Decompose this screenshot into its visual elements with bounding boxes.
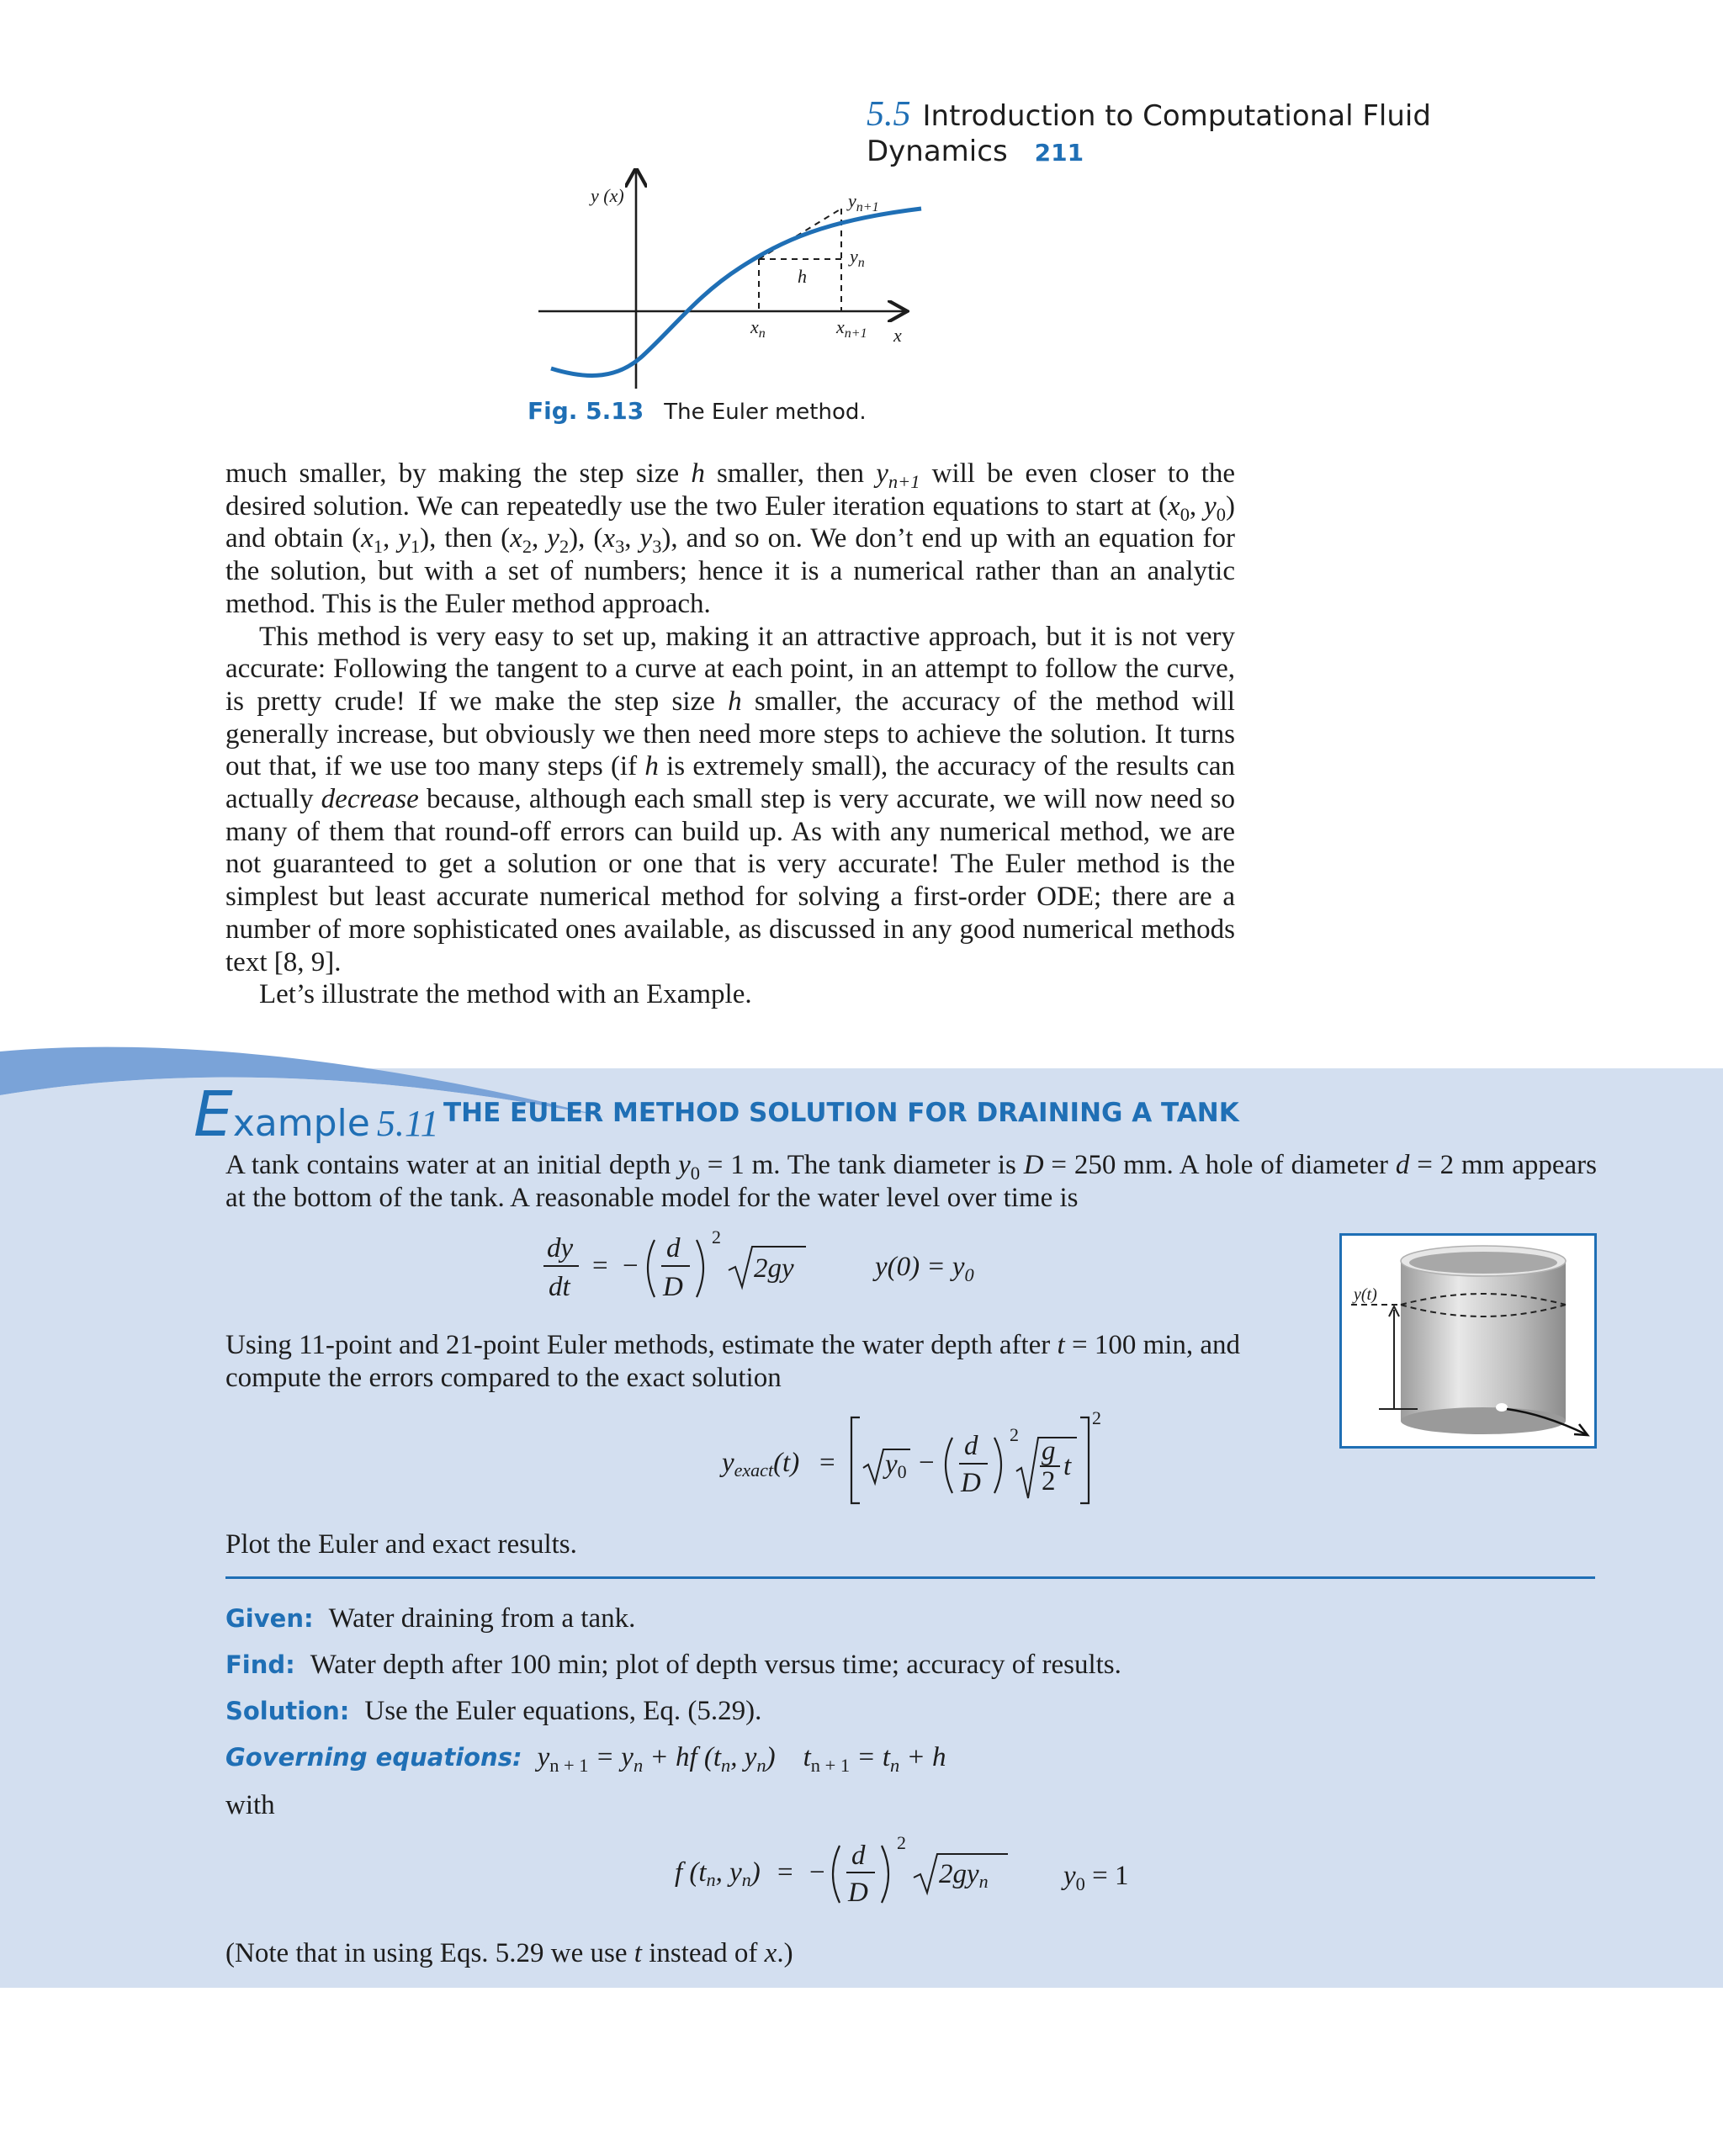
section-number: 5.5 [867, 95, 911, 134]
initial-value: $y_0 = 1$ [1063, 1861, 1129, 1895]
svg-text:2gy: 2gy [754, 1253, 794, 1284]
svg-text:dt: dt [549, 1272, 570, 1302]
tank-level-label: y(t) [1354, 1285, 1377, 1304]
euler-update-equation: $y_{n + 1} = y_n$ + hf ($t_n$, $y_n$) $t_{n + 1} = t_n + h$ [537, 1742, 946, 1777]
svg-text:=: = [819, 1448, 835, 1478]
governing-equations-row: Governing equations: $y_{n + 1} = y_n$ + hf ($t_n$, $y_n$) $t_{n + 1} = t_n + h$ [225, 1742, 946, 1777]
svg-text:d: d [964, 1431, 978, 1461]
svg-text:=: = [592, 1251, 608, 1281]
x-axis-label: x [893, 325, 902, 346]
solution-row: Solution: Use the Euler equations, Eq. (5.29). [225, 1696, 762, 1726]
find-row: Find: Water depth after 100 min; plot of depth versus time; accuracy of results. [225, 1650, 1121, 1680]
svg-text:f (tn, yn): f (tn, yn) [675, 1857, 761, 1890]
svg-text:D: D [961, 1468, 981, 1498]
example-label: Example 5.11 [194, 1078, 439, 1151]
svg-text:2: 2 [1092, 1407, 1101, 1428]
svg-text:y0: y0 [885, 1449, 907, 1482]
divider-rule [225, 1576, 1595, 1579]
svg-text:2: 2 [897, 1832, 906, 1853]
figure-caption-text: The Euler method. [664, 400, 867, 425]
body-text [225, 458, 1235, 1011]
tank-illustration [1339, 1233, 1597, 1449]
label-xn: $x_n$ [750, 316, 766, 341]
paragraph-3: Let’s illustrate the method with an Example. [259, 979, 752, 1010]
drain-hole [1496, 1403, 1508, 1412]
svg-text:d: d [666, 1233, 681, 1263]
svg-text:−: − [919, 1448, 935, 1478]
euler-method-figure [538, 168, 934, 395]
svg-text:dy: dy [547, 1233, 574, 1263]
svg-text:2: 2 [1010, 1424, 1019, 1445]
problem-task: Using 11-point and 21-point Euler methods, estimate the water depth after t = 100 min, and compute the errors compared to the exact solution [225, 1330, 1241, 1393]
svg-text:=: = [777, 1857, 793, 1888]
label-xn1: $x_{n+1}$ [836, 316, 867, 341]
label-h: h [798, 266, 807, 287]
svg-text:2gyn: 2gyn [939, 1859, 989, 1892]
svg-text:2: 2 [1042, 1466, 1056, 1496]
figure-label: Fig. 5.13 [528, 397, 644, 425]
given-row: Given: Water draining from a tank. [225, 1603, 636, 1634]
exact-solution-equation [715, 1401, 1111, 1510]
note-text: (Note that in using Eqs. 5.29 we use t instead of x.) [225, 1938, 793, 1968]
svg-text:yexact(t): yexact(t) [722, 1448, 800, 1481]
paragraph-1: much smaller, by making the step size h smaller, then $y_{n+1}$ will be even closer to the desired solution. We can repeatedly use the two Euler iteration equations to start at ($x_0$, $y_0$) and obtain ($x_1$, $y_1$), then ($x_2$, $y_2$), ($x_3$, $y_3$), and so on. We don’t end up with an equation for the solution, but with a set of numbers; hence it is a numerical rather than an analytic method. This is the Euler method approach. [225, 458, 1236, 619]
initial-condition: $y(0) = y_0$ [875, 1252, 974, 1286]
example-title: THE EULER METHOD SOLUTION FOR DRAINING A TANK [443, 1098, 1239, 1128]
figure-caption [528, 397, 867, 425]
with-text: with [225, 1790, 275, 1820]
section-title: Introduction to Computational Fluid Dynamics [867, 99, 1431, 168]
running-header [867, 94, 1598, 168]
label-yn1: $y_{n+1}$ [848, 190, 879, 215]
svg-text:g: g [1042, 1436, 1056, 1466]
svg-text:d: d [851, 1841, 866, 1871]
svg-text:−: − [809, 1857, 825, 1888]
y-axis-label: y (x) [591, 185, 624, 206]
plot-instruction: Plot the Euler and exact results. [225, 1529, 577, 1560]
svg-text:2: 2 [712, 1226, 721, 1248]
solution-curve [551, 209, 921, 375]
paragraph-2: This method is very easy to set up, making it an attractive approach, but it is not very accurate: Following the tangent to a curve at each point, in an attempt to follow the curve, is pretty crude! If we make the step size h smaller, the accuracy of the method will generally increase, but obviously we then need more steps to achieve the solution. It turns out that, if we use too many steps (if h is extremely small), the accuracy of the results can actually decrease because, although each small step is very accurate, we will now need so many of them that round-off errors can build up. As with any numerical method, we are not guaranteed to get a solution or one that is very accurate! The Euler method is the simplest but least accurate numerical method for solving a first-order ODE; there are a number of more sophisticated ones available, as discussed in any good numerical methods text [8, 9]. [225, 621, 1235, 977]
problem-statement: A tank contains water at an initial depth $y_0 = 1$ m. The tank diameter is D = 250 mm. A hole of diameter d = 2 mm appears at the bottom of the tank. A reasonable model for the water level over time is [225, 1150, 1597, 1213]
label-yn: $y_n$ [850, 246, 865, 270]
page-number: 211 [1034, 139, 1084, 167]
svg-text:D: D [848, 1878, 868, 1908]
svg-text:D: D [663, 1272, 683, 1302]
svg-text:t: t [1063, 1451, 1072, 1481]
svg-text:−: − [623, 1251, 639, 1281]
